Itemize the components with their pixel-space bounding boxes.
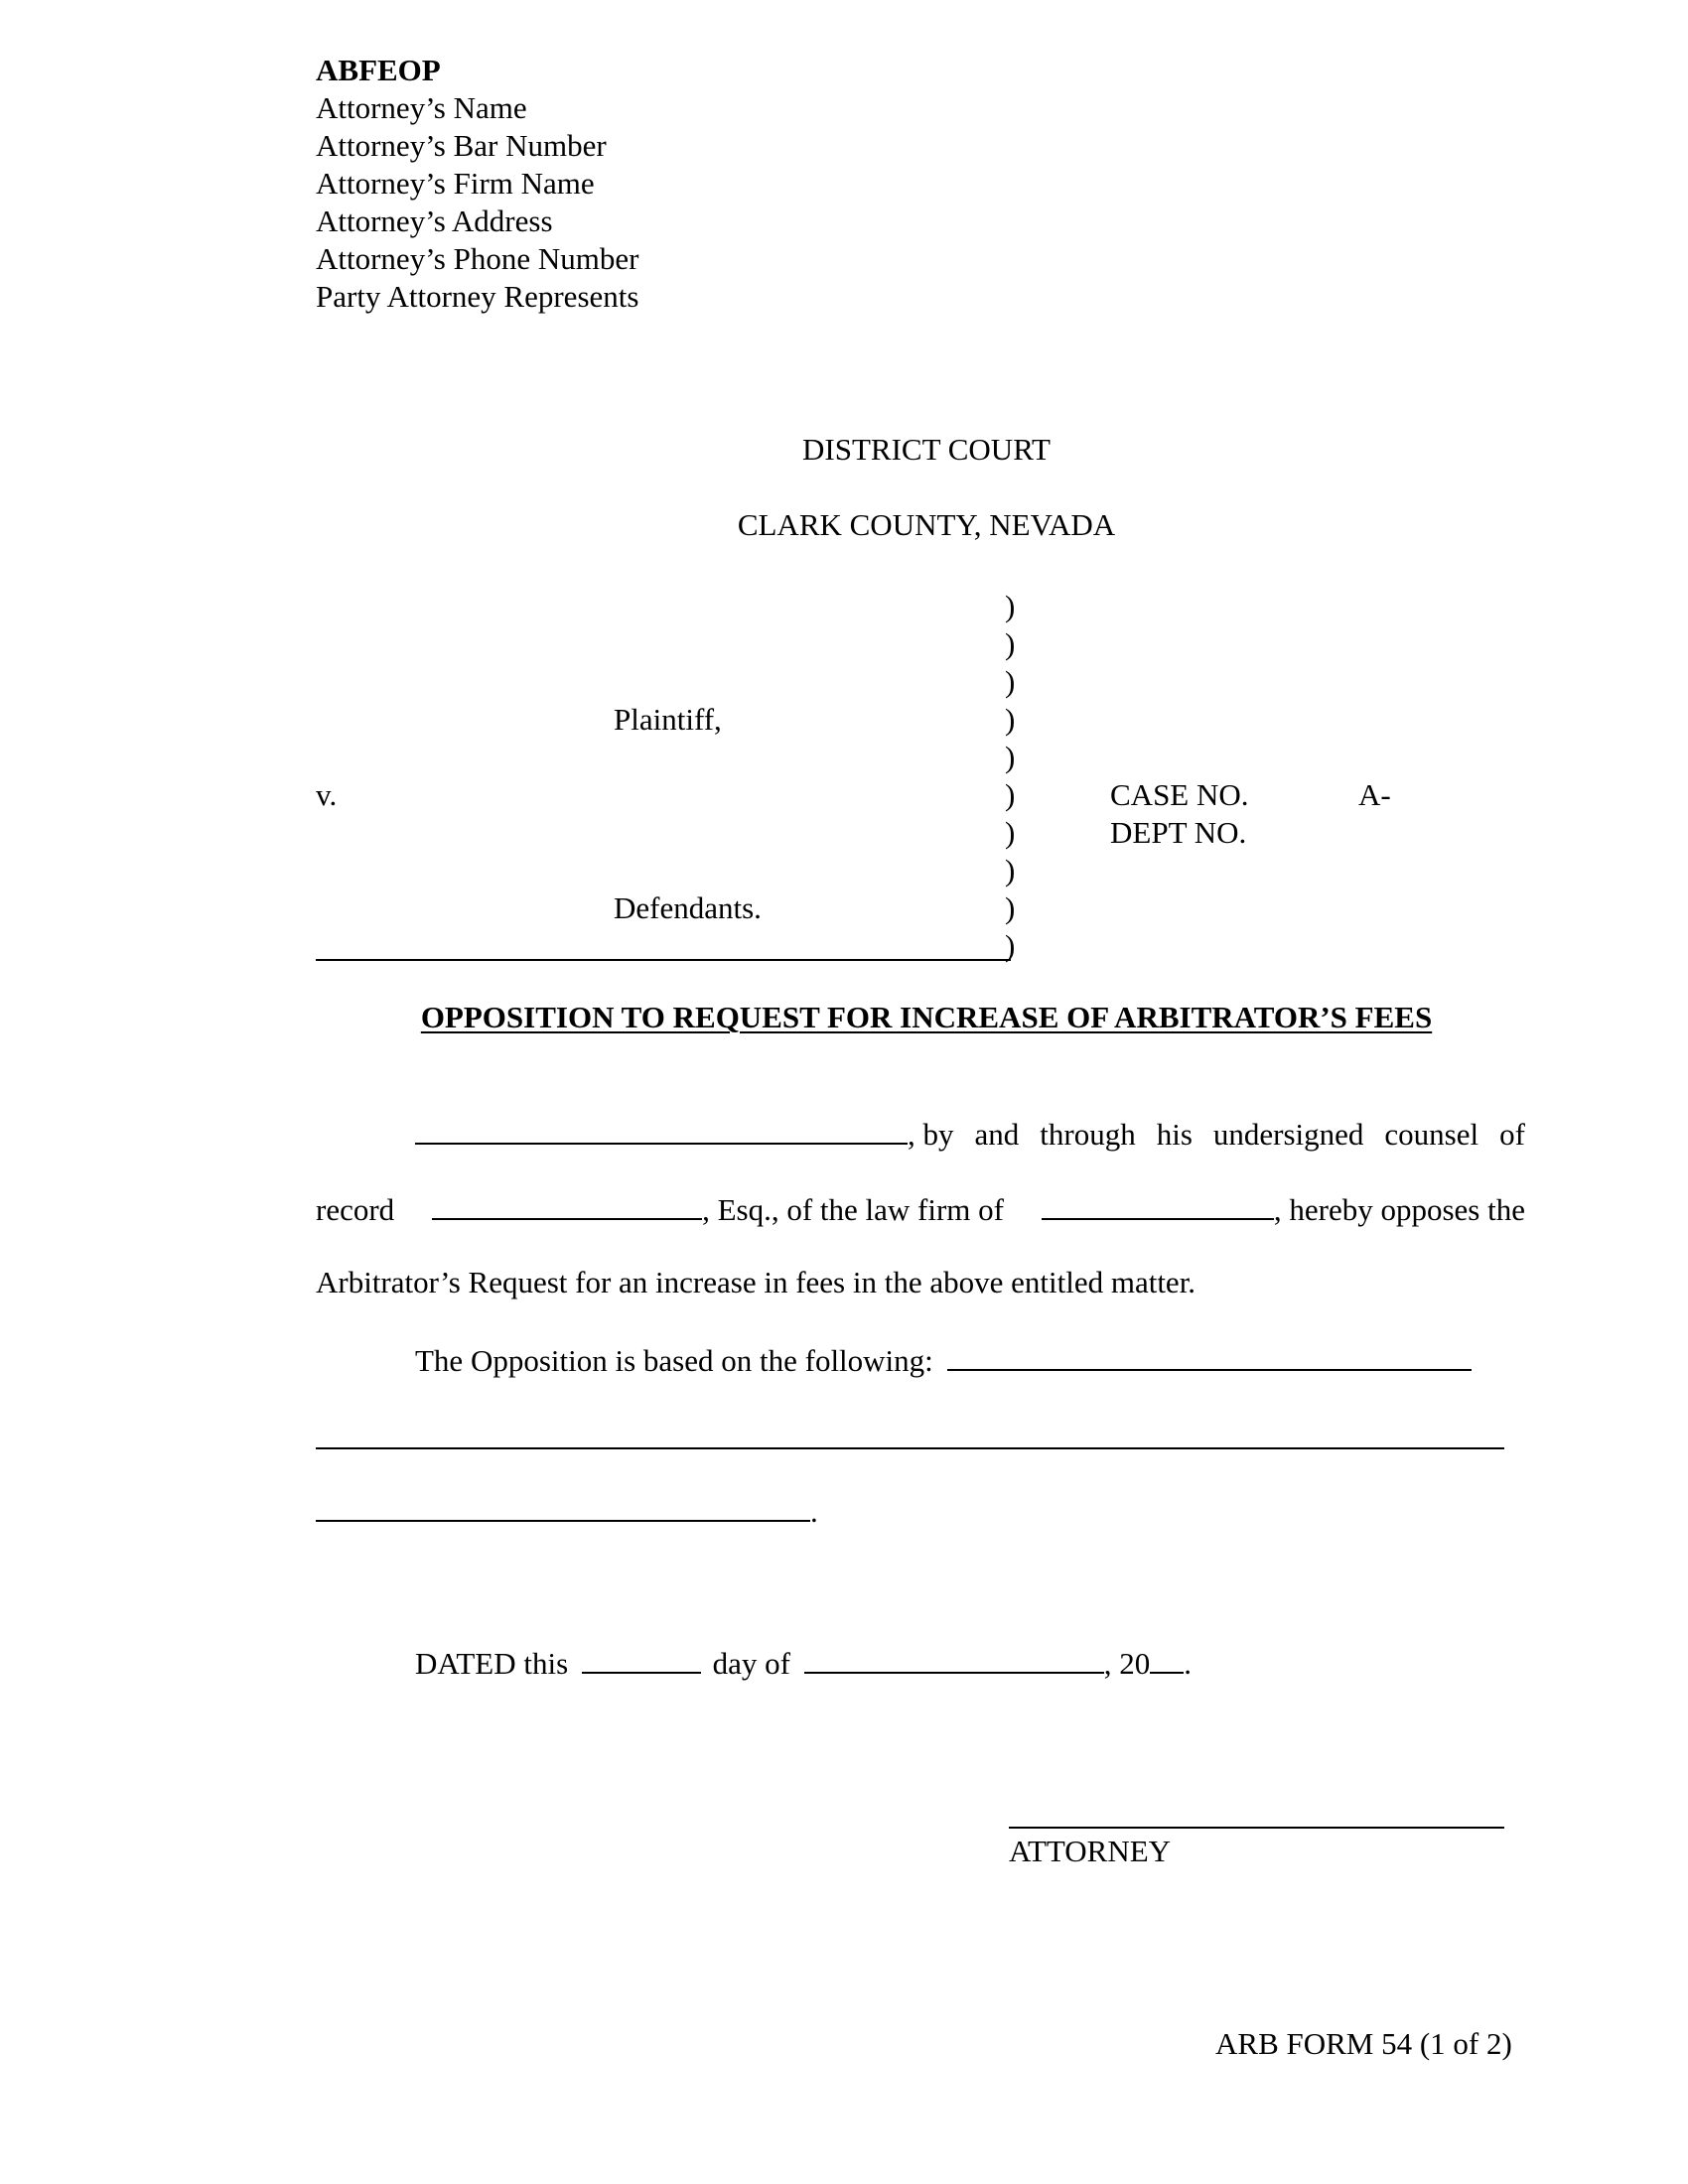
- paragraph-1-line-2: [316, 1188, 1525, 1229]
- day-blank[interactable]: [582, 1642, 701, 1674]
- paragraph-2-intro: [415, 1339, 1472, 1380]
- period: .: [810, 1494, 818, 1529]
- paren: ): [1005, 777, 1016, 812]
- paren: ): [1005, 702, 1016, 737]
- paren: ): [1005, 890, 1016, 925]
- party-represented-line: Party Attorney Represents: [316, 279, 639, 314]
- paragraph-1-line-3: Arbitrator’s Request for an increase in fees in the above entitled matter.: [316, 1265, 1196, 1299]
- year-blank[interactable]: [1150, 1642, 1184, 1674]
- attorney-header: [316, 52, 638, 316]
- paren: ): [1005, 928, 1016, 963]
- paren: ): [1005, 815, 1016, 850]
- case-no-label: CASE NO.: [1110, 777, 1249, 812]
- opposition-basis-line-3: [316, 1490, 818, 1531]
- paren: ): [1005, 740, 1016, 774]
- paren: ): [1005, 626, 1016, 661]
- opposition-basis-label: The Opposition is based on the following:: [415, 1343, 933, 1378]
- caption-parentheses: [1005, 588, 1015, 965]
- word: , Esq., of the law firm of: [702, 1192, 1004, 1227]
- word: , by: [908, 1117, 954, 1152]
- month-blank[interactable]: [804, 1642, 1104, 1674]
- attorney-address-line: Attorney’s Address: [316, 204, 553, 238]
- court-county: CLARK COUNTY, NEVADA: [737, 507, 1116, 542]
- word: his: [1156, 1117, 1193, 1152]
- plaintiff-label: Plaintiff,: [614, 702, 722, 737]
- dated-line: [415, 1642, 1192, 1683]
- word: and: [974, 1117, 1020, 1152]
- form-code: ABFEOP: [316, 53, 441, 87]
- opposition-basis-blank-3[interactable]: [316, 1490, 810, 1522]
- word: of: [1499, 1117, 1525, 1152]
- party-name-blank[interactable]: [415, 1113, 908, 1145]
- day-of-label: day of: [712, 1646, 790, 1681]
- word: through: [1040, 1117, 1136, 1152]
- case-no-value: A-: [1358, 777, 1391, 812]
- signature-label: ATTORNEY: [1009, 1834, 1172, 1868]
- paren: ): [1005, 664, 1016, 699]
- attorney-bar-number-line: Attorney’s Bar Number: [316, 128, 607, 163]
- dated-label: DATED this: [415, 1646, 569, 1681]
- word: undersigned: [1212, 1117, 1364, 1152]
- paragraph-1-line-1: [316, 1113, 1525, 1154]
- versus-label: v.: [316, 777, 338, 812]
- attorney-firm-name-line: Attorney’s Firm Name: [316, 166, 595, 201]
- opposition-basis-blank-2[interactable]: [316, 1447, 1504, 1449]
- year-prefix: , 20: [1103, 1646, 1151, 1681]
- court-name: DISTRICT COURT: [802, 432, 1051, 467]
- law-firm-blank[interactable]: [1042, 1188, 1274, 1220]
- opposition-basis-blank-1[interactable]: [947, 1339, 1472, 1371]
- signature-line[interactable]: [1009, 1827, 1504, 1829]
- firm-group: [1042, 1188, 1525, 1229]
- dept-no-label: DEPT NO.: [1110, 815, 1247, 850]
- party-name-group: [316, 1113, 954, 1154]
- word: , hereby opposes the: [1273, 1192, 1525, 1227]
- period: .: [1184, 1646, 1192, 1681]
- word: counsel: [1384, 1117, 1479, 1152]
- paren: ): [1005, 589, 1016, 623]
- document-title: OPPOSITION TO REQUEST FOR INCREASE OF ARBITRATOR’S FEES: [420, 1000, 1433, 1034]
- caption-underline: [316, 959, 1011, 961]
- counsel-group: [432, 1188, 1004, 1229]
- defendants-label: Defendants.: [614, 890, 762, 925]
- attorney-name-line: Attorney’s Name: [316, 90, 527, 125]
- paren: ): [1005, 853, 1016, 887]
- counsel-name-blank[interactable]: [432, 1188, 702, 1220]
- form-number: ARB FORM 54 (1 of 2): [1215, 2026, 1512, 2061]
- word: record: [316, 1192, 395, 1227]
- attorney-phone-line: Attorney’s Phone Number: [316, 241, 639, 276]
